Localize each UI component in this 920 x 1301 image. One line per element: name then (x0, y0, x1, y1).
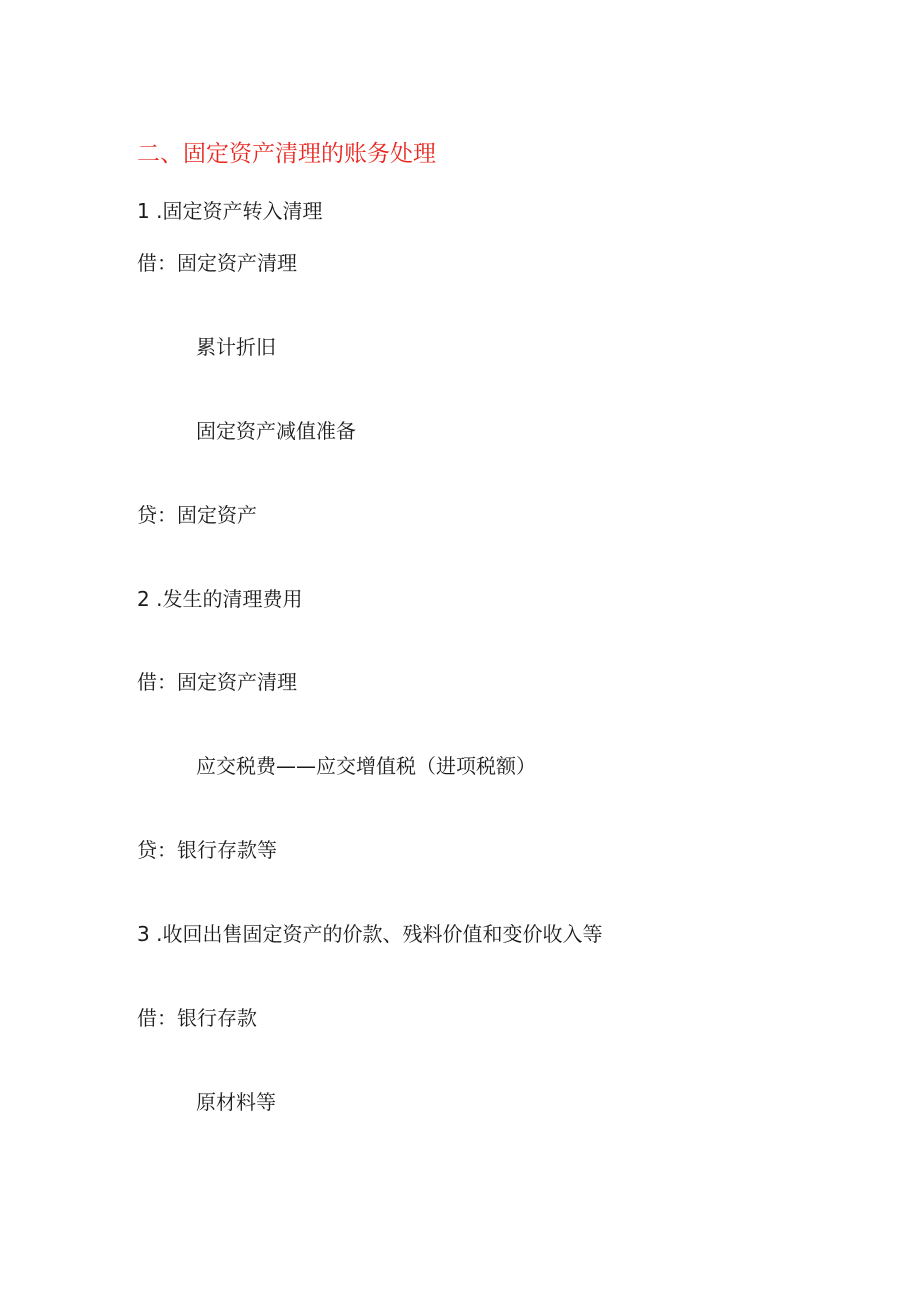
step-1-debit-impairment-provision: 固定资产减值准备 (196, 419, 356, 443)
step-2-title: 2 .发生的清理费用 (137, 587, 303, 611)
step-3-debit: 借：银行存款 (137, 1006, 257, 1030)
step-1-debit: 借：固定资产清理 (137, 251, 297, 275)
step-1-credit: 贷：固定资产 (137, 503, 257, 527)
step-1-debit-accumulated-depreciation: 累计折旧 (196, 335, 276, 359)
step-3-title: 3 .收回出售固定资产的价款、残料价值和变价收入等 (137, 922, 603, 946)
step-2-debit-input-vat: 应交税费——应交增值税（进项税额） (196, 754, 536, 778)
section-heading: 二、固定资产清理的账务处理 (137, 141, 436, 167)
step-1-title: 1 .固定资产转入清理 (137, 199, 323, 223)
step-2-credit: 贷：银行存款等 (137, 838, 277, 862)
step-2-debit: 借：固定资产清理 (137, 670, 297, 694)
step-3-debit-raw-materials: 原材料等 (196, 1090, 276, 1114)
